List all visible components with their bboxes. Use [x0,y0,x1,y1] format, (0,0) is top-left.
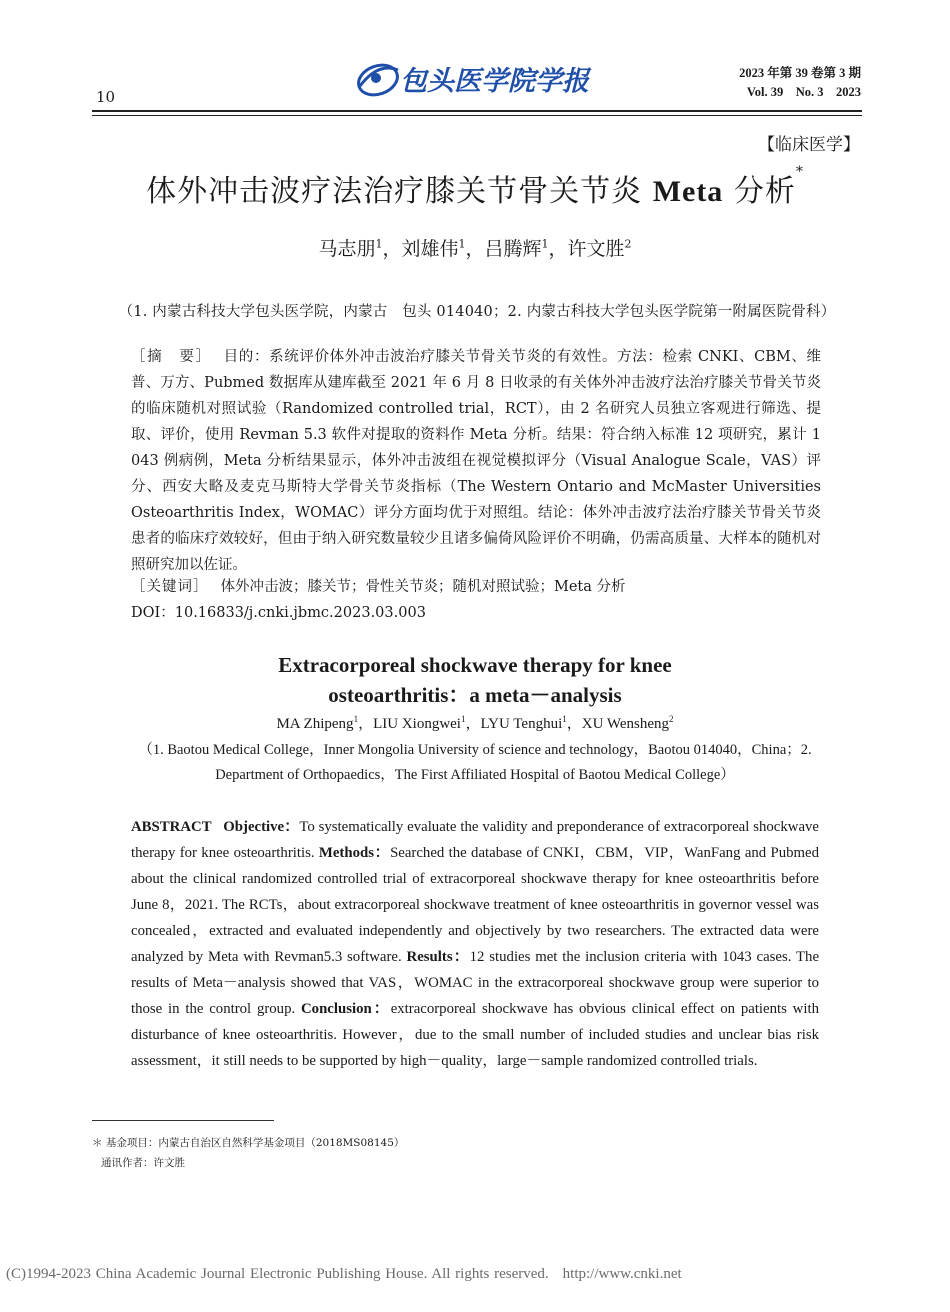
author-name: 吕腾辉 [484,238,542,260]
affiliation-cn: （1. 内蒙古科技大学包头医学院，内蒙古 包头 014040；2. 内蒙古科技大学包头医学院第一附属医院骨科） [118,304,836,320]
author-aff-en: 1 [353,714,359,724]
author-name-en: XU Wensheng [581,716,670,732]
issue-info [739,64,861,102]
title-text: 体外冲击波疗法治疗膝关节骨关节炎 [146,174,653,209]
author-name: 马志朋 [318,238,376,260]
keywords-cn [131,574,821,600]
copyright-text: (C)1994-2023 China Academic Journal Electronic Publishing House. All rights reserved. [6,1266,549,1282]
issue-line-cn: 2023 年第 39 卷第 3 期 [739,66,861,80]
results-label: Results： [406,949,470,965]
column-label: 【临床医学】 [758,135,860,155]
title-en-line-1: Extracorporeal shockwave therapy for knee [278,653,672,677]
author-name-en: MA Zhipeng [276,716,354,732]
issue-line-en: Vol. 39 No. 3 2023 [746,85,861,99]
objective-label: Objective： [223,819,300,835]
footnotes [92,1133,404,1173]
svg-text:包头医学院学报: 包头医学院学报 [400,66,589,97]
abstract-cn [131,344,821,578]
author-name: 许文胜 [567,238,625,260]
title-en [0,650,950,710]
journal-logo [352,56,604,102]
author-list-en: MA Zhipeng$^1$，LIU Xiongwei$^1$，LYU Tenghui$^1$，XU Wensheng$^2$ [276,714,674,732]
header-rule-thin [92,115,862,116]
abstract-label: ［摘 要］ [131,349,212,365]
footnote-fund: ＊ 基金项目：内蒙古自治区自然科学基金项目（2018MS08145） [92,1137,405,1149]
title-latin: Meta [652,175,724,208]
conclusion-label: Conclusion： [300,1001,391,1017]
author-aff: 1 [458,237,466,251]
methods-label: Methods： [318,845,391,861]
objective-text: To systematically evaluate the validity and preponderance of extracorporeal shockwave therapy for knee osteoarthritis. [131,819,819,861]
results-text: 12 studies met the inclusion criteria with 1043 cases. The results of Meta－analysis showed that VAS，WOMAC in the extracorporeal shockwave group were superior to those in the control group. [131,949,820,1017]
title-tail: 分析 [723,174,796,209]
copyright-notice [6,1266,682,1283]
footnote-corresponding: 通讯作者：许文胜 [101,1157,185,1169]
cnki-link[interactable]: http://www.cnki.net [562,1266,682,1282]
journal-logo-graphic [352,56,604,102]
article-title [0,166,950,210]
page-number: 10 [96,88,116,106]
conclusion-text: extracorporeal shockwave has obvious clinical effect on patients with disturbance of knee osteoarthritis. However，due to the small number of included studies and unclear bias risk assessment，it still needs to be supported by high－quality，large－sample randomized controlled trials. [131,1001,819,1069]
author-aff: 1 [375,237,383,251]
author-aff: 1 [541,237,549,251]
methods-text: Searched the database of CNKI，CBM，VIP，WanFang and Pubmed about the clinical randomized controlled trial of extracorporeal shockwave therapy for knee osteoarthritis before June 8，2021. The RCTs，about extracorporeal shockwave treatment of knee osteoarthritis in governor vessel was concealed，extracted and evaluated independently and objectively by two researchers. The extracted data were analyzed by Meta with Revman5.3 software. [131,845,820,965]
doi: DOI：10.16833/j.cnki.jbmc.2023.03.003 [131,605,426,621]
abstract-en-label: ABSTRACT [131,819,212,835]
author-list: 马志朋$^1$，刘雄伟$^1$，吕腾辉$^1$，许文胜$^2$ [318,237,632,260]
abstract-text: 目的：系统评价体外冲击波治疗膝关节骨关节炎的有效性。方法：检索 CNKI、CBM、维普、万方、Pubmed 数据库从建库截至 2021 年 6 月 8 日收录的有关体外冲击波疗法治疗膝关节骨关节炎的临床随机对照试验（Randomized controlled trial，RCT），由 2 名研究人员独立客观进行筛选、提取、评价，使用 Revman 5.3 软件对提取的资料作 Meta 分析。结果：符合纳入标准 12 项研究，累计 1 043 例病例，Meta 分析结果显示，体外冲击波组在视觉模拟评分（Visual Analogue Scale，VAS）评分、西安大略及麦克马斯特大学骨关节炎指标（The Western Ontario and McMaster Universities Osteoarthritis Index，WOMAC）评分方面均优于对照组。结论：体外冲击波疗法治疗膝关节骨关节炎患者的临床疗效较好，但由于纳入研究数量较少且诸多偏倚风险评价不明确，仍需高质量、大样本的随机对照研究加以佐证。 [131,349,822,573]
abstract-en [131,814,819,1074]
author-aff-en: 1 [460,714,466,724]
keywords-label: ［关键词］ [131,579,209,595]
author-aff-en: 2 [669,714,674,724]
header-rule [92,110,862,112]
author-aff-en: 1 [562,714,567,724]
author-aff: 2 [624,237,632,251]
footnote-rule [92,1120,274,1121]
author-name-en: LYU Tenghui [480,716,563,732]
author-name: 刘雄伟 [401,238,459,260]
keywords-text: 体外冲击波；膝关节；骨性关节炎；随机对照试验；Meta 分析 [220,579,626,595]
title-en-line-2: osteoarthritis：a meta－analysis [328,683,622,707]
author-name-en: LIU Xiongwei [373,716,461,732]
affiliation-en: （1. Baotou Medical College，Inner Mongolia University of science and technology，Baotou 014040，China；2. Department of Orthopaedics，The First Affiliated Hospital of Baotou Medical College） [138,742,812,783]
title-footnote-mark: * [795,164,804,180]
